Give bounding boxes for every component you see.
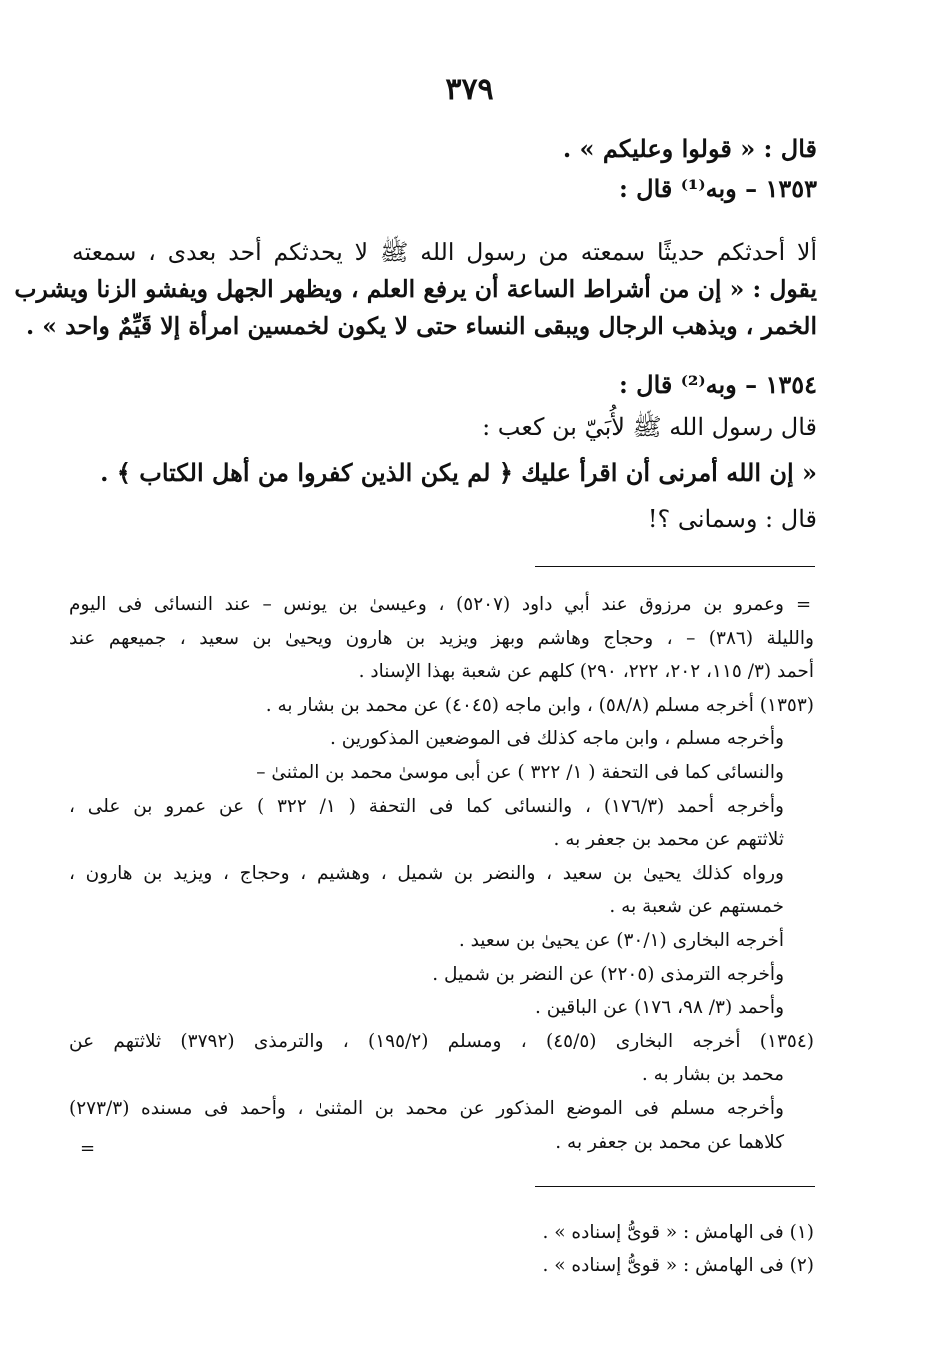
note-line: وأخرجه مسلم ، وابن ماجه كذلك فى الموضعين المذكورين .: [330, 728, 784, 750]
hadith-1352-ending: قال : « قولوا وعليكم » .: [562, 134, 817, 163]
footnotes-separator: [535, 1186, 815, 1187]
hadith-1354-heading: ١٣٥٤ – وبه⁽²⁾ قال :: [618, 370, 817, 399]
footnotes: [314, 1216, 814, 1282]
note-line: خمستهم عن شعبة به .: [609, 896, 784, 918]
footnote-2: (٢) فى الهامش : « قوىُّ إسناده » .: [542, 1255, 814, 1276]
hadith-1353-heading: ١٣٥٣ – وبه⁽¹⁾ قال :: [618, 174, 817, 203]
hadith-1353-text: [14, 234, 817, 345]
footnote-1: (١) فى الهامش : « قوىُّ إسناده » .: [542, 1222, 814, 1243]
hadith-1354-intro: قال رسول الله ﷺ لأُبَيّ بن كعب :: [482, 413, 817, 441]
page-number: ٣٧٩: [445, 72, 494, 107]
main-text: [77, 130, 817, 208]
hadith-1354-text: « إن الله أمرنى أن اقرأ عليك ﴿ لم يكن الذين كفروا من أهل الكتاب ﴾ .: [100, 458, 817, 487]
hadith-1353-line: يقول : « إن من أشراط الساعة أن يرفع العلم ، ويظهر الجهل ويفشو الزنا ويشرب: [14, 275, 817, 303]
note-line: أخرجه البخارى (٣٠/١) عن يحيىٰ بن سعيد .: [458, 929, 784, 951]
note-line: (١٣٥٣) أخرجه مسلم (٥٨/٨) ، وابن ماجه (٤٠٤٥) عن محمد بن بشار به .: [265, 694, 814, 716]
note-line: وعمرو بن مرزوق عند أبي داود (٥٢٠٧) ، وعيسىٰ بن يونس – عند النسائى فى اليوم: [69, 594, 784, 615]
note-line: ورواه كذلك يحيىٰ بن سعيد ، والنضر بن شميل ، وهشيم ، وحجاج ، ويزيد بن هارون ،: [69, 862, 784, 884]
note-line: والنسائى كما فى التحفة ( ١/ ٣٢٢ ) عن أبى موسىٰ محمد بن المثنىٰ –: [256, 761, 784, 783]
end-continuation-mark: =: [80, 1138, 96, 1159]
note-line: وأخرجه الترمذى (٢٢٠٥) عن النضر بن شميل .: [432, 963, 784, 985]
note-line: (١٣٥٤) أخرجه البخارى (٤٥/٥) ، ومسلم (١٩٥/٢) ، والترمذى (٣٧٩٢) ثلاثتهم عن: [69, 1030, 814, 1052]
notes-separator: [535, 566, 815, 567]
note-line: وأخرجه مسلم فى الموضع المذكور عن محمد بن المثنىٰ ، وأحمد فى مسنده (٢٧٣/٣): [69, 1097, 784, 1119]
note-line: أحمد (٣/ ١١٥، ٢٠٢، ٢٢٢، ٢٩٠) كلهم عن شعبة بهذا الإسناد .: [358, 661, 814, 683]
note-line: ثلاثتهم عن محمد بن جعفر به .: [553, 829, 784, 851]
takhrij-notes: [69, 588, 814, 1159]
note-line: كلاهما عن محمد بن جعفر به .: [555, 1131, 784, 1153]
hadith-1354-question: قال : وسمانى ؟!: [647, 505, 817, 533]
note-line: وأحمد (٣/ ٩٨، ١٧٦) عن الباقين .: [535, 997, 784, 1019]
hadith-1353-line: ألا أحدثكم حديثًا سمعته من رسول الله ﷺ لا يحدثكم أحد بعدى ، سمعته: [72, 238, 817, 266]
continuation-mark: =: [796, 594, 812, 615]
hadith-1353-line: الخمر ، ويذهب الرجال ويبقى النساء حتى لا يكون لخمسين امرأة إلا قَيِّمٌ واحد » .: [25, 312, 817, 340]
note-line: والليلة (٣٨٦) – ، وحجاج وهاشم وبهز ويزيد بن هارون ويحيىٰ بن سعيد ، جميعهم عند: [69, 627, 814, 649]
note-line: محمد بن بشار به .: [641, 1064, 784, 1086]
note-line: وأخرجه أحمد (١٧٦/٣) ، والنسائى كما فى التحفة ( ١/ ٣٢٢ ) عن عمرو بن على ،: [69, 795, 784, 817]
hadith-1354: [77, 366, 817, 538]
